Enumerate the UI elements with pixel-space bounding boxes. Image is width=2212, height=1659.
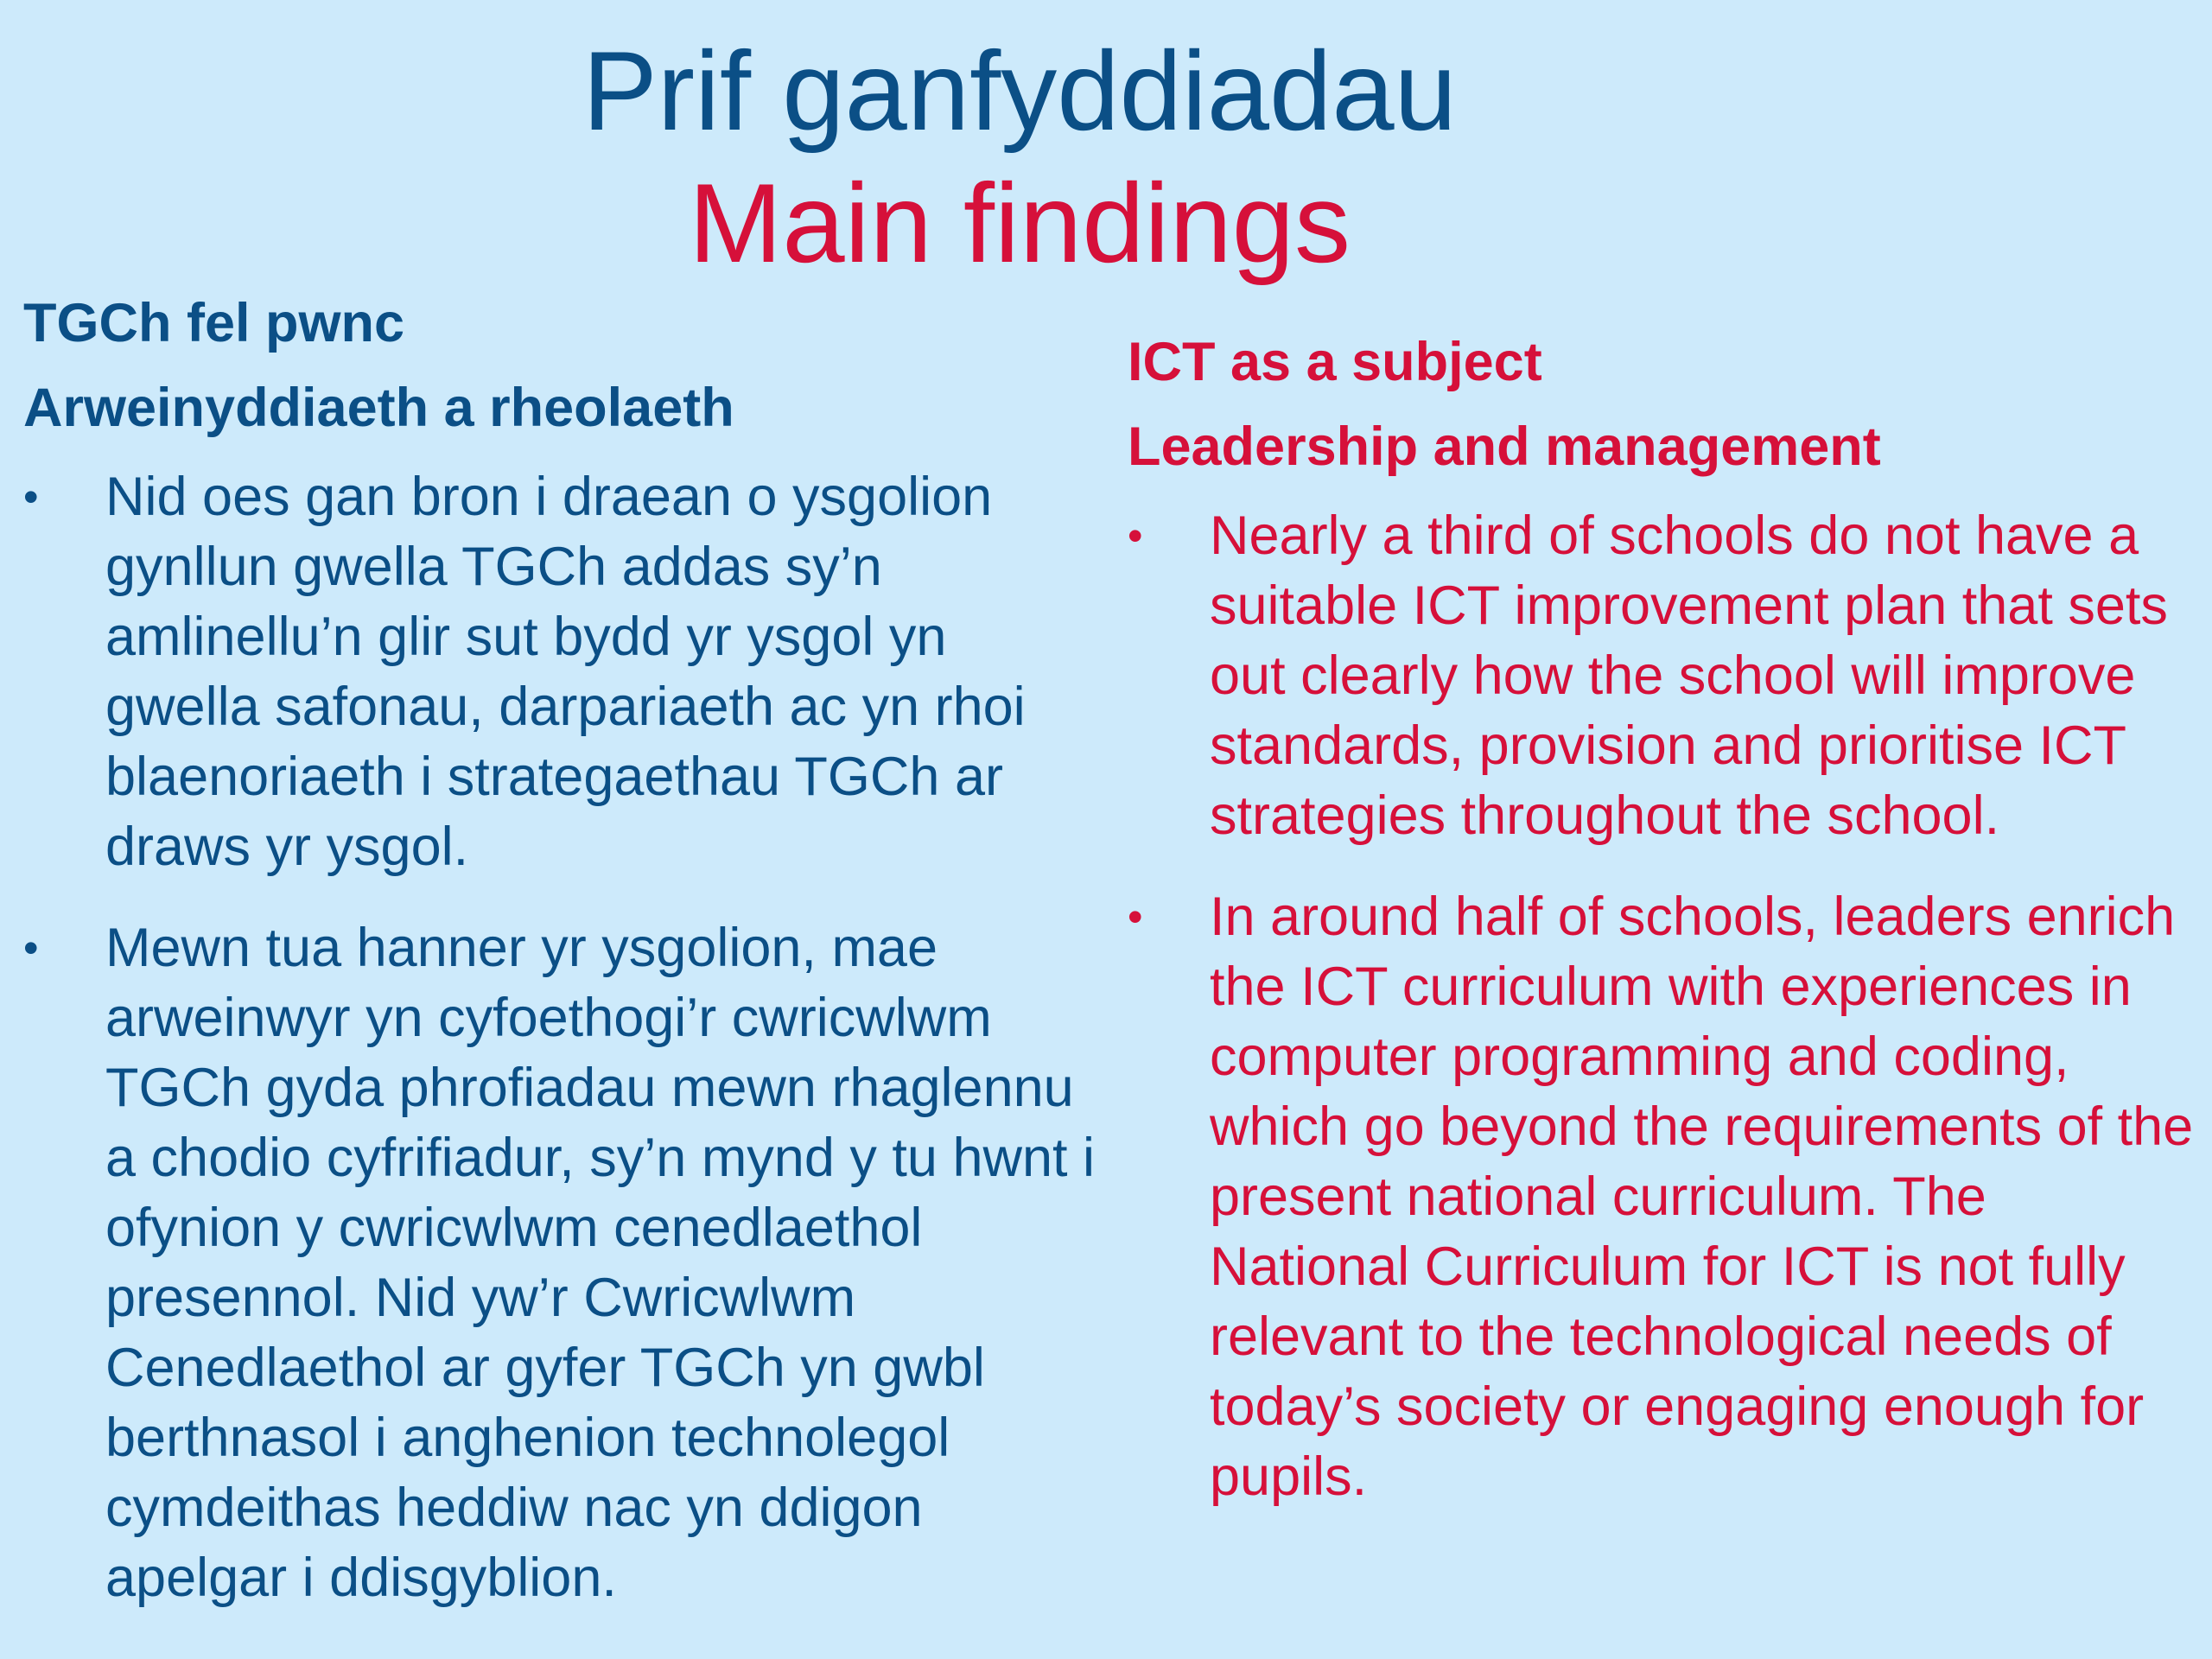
english-bullet-text: In around half of schools, leaders enrich the ICT curriculum with experiences in computer programming and coding, which go beyond the requirements of the present national curriculum. The National Curriculum for ICT is not fully relevant to the technological needs of today’s society or engaging enough for pupils. bbox=[1210, 887, 2194, 1507]
title-english: Main findings bbox=[689, 160, 1351, 286]
welsh-bullet-item bbox=[23, 913, 1112, 1613]
english-heading-subject: ICT as a subject bbox=[1128, 332, 1542, 392]
english-heading-leadership: Leadership and management bbox=[1128, 416, 1881, 477]
bullet-icon: • bbox=[1128, 512, 1143, 560]
welsh-bullet-item bbox=[23, 462, 1112, 882]
welsh-heading-leadership: Arweinyddiaeth a rheolaeth bbox=[23, 378, 734, 438]
bullet-icon: • bbox=[1128, 893, 1143, 941]
bullet-icon: • bbox=[23, 924, 39, 972]
welsh-bullet-list bbox=[23, 462, 1112, 1613]
english-bullet-item bbox=[1128, 882, 2199, 1512]
welsh-heading-subject: TGCh fel pwnc bbox=[23, 293, 404, 353]
welsh-bullet-text: Nid oes gan bron i draean o ysgolion gynllun gwella TGCh addas sy’n amlinellu’n glir sut bydd yr ysgol yn gwella safonau, darpariaeth ac yn rhoi blaenoriaeth i strategaethau TGCh ar draws yr ysgol. bbox=[105, 467, 1026, 877]
welsh-bullet-text: Mewn tua hanner yr ysgolion, mae arweinwyr yn cyfoethogi’r cwricwlwm TGCh gyda phrofiadau mewn rhaglennu a chodio cyfrifiadur, sy’n mynd y tu hwnt i ofynion y cwricwlwm cenedlaethol presennol. Nid yw’r Cwricwlwm Cenedlaethol ar gyfer TGCh yn gwbl berthnasol i anghenion technolegol cymdeithas heddiw nac yn ddigon apelgar i ddisgyblion. bbox=[105, 918, 1096, 1608]
welsh-column bbox=[23, 281, 1112, 1613]
english-bullet-list bbox=[1128, 501, 2199, 1512]
english-column bbox=[1128, 320, 2199, 1512]
english-bullet-text: Nearly a third of schools do not have a suitable ICT improvement plan that sets out clearly how the school will improve standards, provision and prioritise ICT strategies throughout the school. bbox=[1210, 505, 2168, 846]
title-welsh: Prif ganfyddiadau bbox=[582, 28, 1457, 154]
bullet-icon: • bbox=[23, 473, 39, 521]
english-bullet-item bbox=[1128, 501, 2199, 851]
